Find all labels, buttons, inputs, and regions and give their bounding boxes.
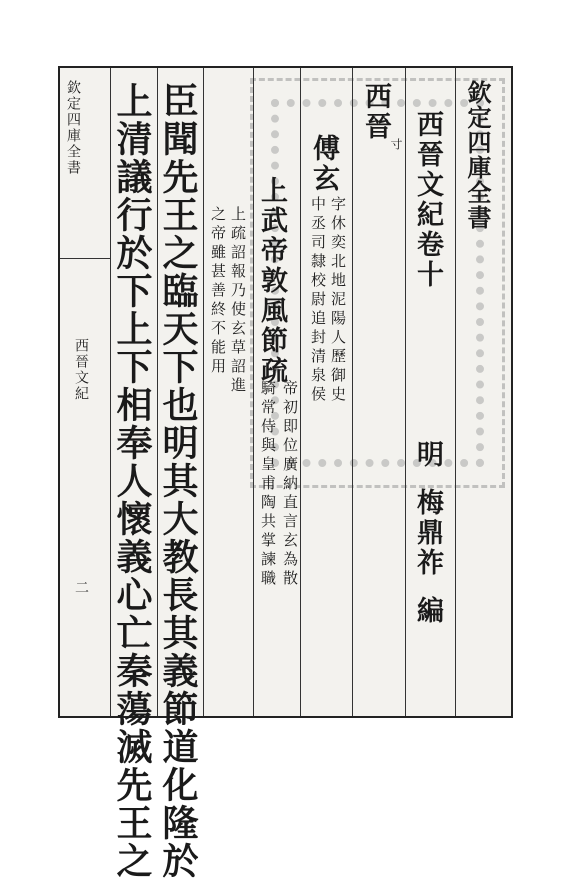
dynasty-mark: 寸 bbox=[389, 138, 403, 150]
book-page bbox=[58, 66, 513, 880]
memorial-title: 上武帝敦風節疏 bbox=[256, 176, 287, 386]
header-book-title: 欽定四庫全書 bbox=[463, 80, 492, 230]
memorial-note-2: 騎常侍與皇甫陶共掌諫職 bbox=[259, 380, 277, 589]
column-rule bbox=[405, 68, 406, 716]
margin-section: 西晉文紀 bbox=[73, 338, 89, 402]
column-rule bbox=[455, 68, 456, 716]
column-rule bbox=[253, 68, 254, 716]
memorial-note-4: 之帝雖甚善終不能用 bbox=[209, 206, 227, 377]
author-name: 梅鼎祚 bbox=[412, 488, 443, 578]
body-text-column: 臣聞先王之臨天下也明其大教長其義節道化隆於 bbox=[157, 82, 199, 880]
subject-note-2: 中丞司隸校尉追封清泉侯 bbox=[309, 196, 327, 405]
memorial-note-1: 帝初即位廣納直言玄為散 bbox=[281, 380, 299, 589]
column-rule bbox=[352, 68, 353, 716]
chapter-title: 西晉文紀卷十 bbox=[412, 110, 443, 290]
dynasty-label: 西晉 bbox=[360, 82, 391, 142]
column-rule bbox=[300, 68, 301, 716]
margin-page-number: 二 bbox=[73, 580, 89, 596]
margin-book-title: 欽定四庫全書 bbox=[65, 80, 81, 176]
subject-note-1: 字休奕北地泥陽人歷御史 bbox=[329, 196, 347, 405]
body-text-column: 上清議行於下上下相奉人懷義心亡秦蕩滅先王之 bbox=[111, 82, 153, 880]
author-role: 編 bbox=[412, 596, 443, 626]
column-rule bbox=[203, 68, 204, 716]
author-era: 明 bbox=[412, 440, 443, 470]
margin-divider bbox=[60, 258, 110, 259]
memorial-note-3: 上疏詔報乃使玄草詔進 bbox=[229, 206, 247, 396]
subject-name: 傅玄 bbox=[308, 134, 339, 194]
